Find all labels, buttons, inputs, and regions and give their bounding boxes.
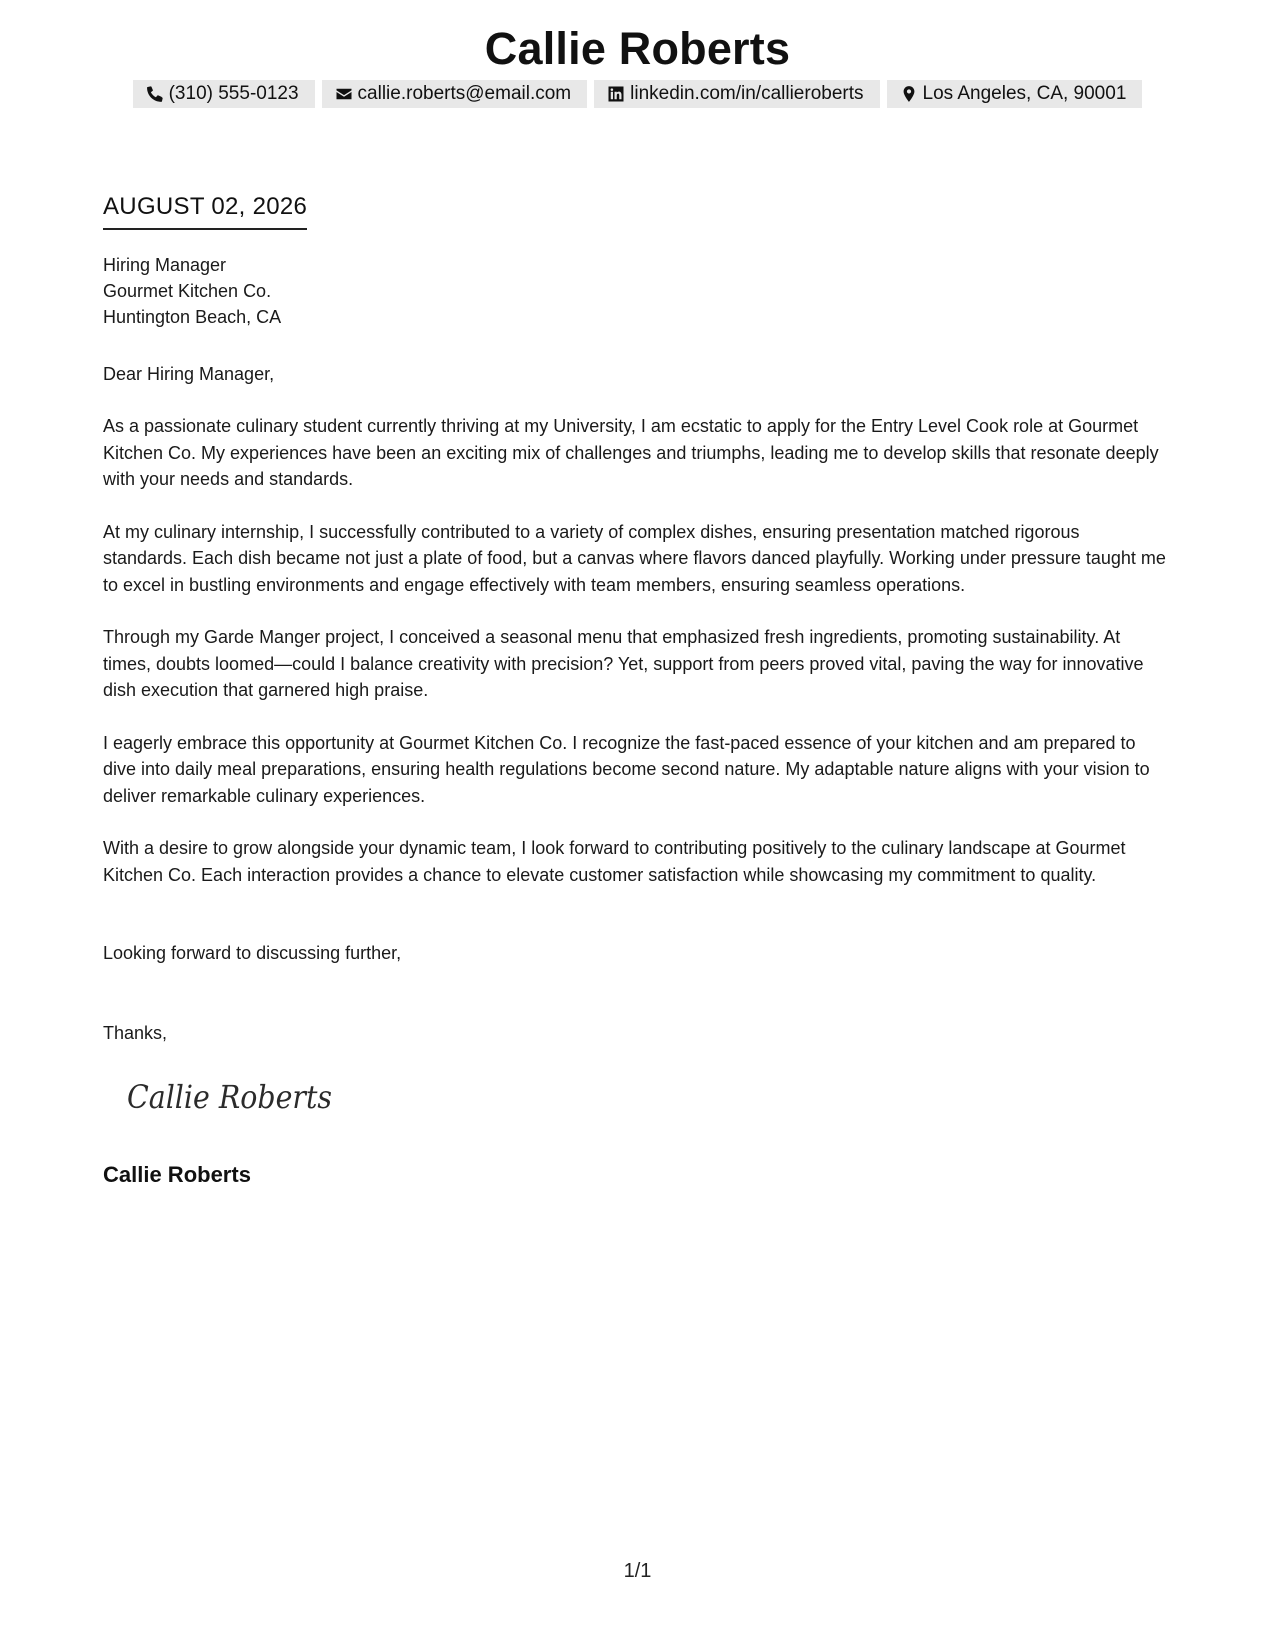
contact-info-row bbox=[0, 80, 1275, 108]
contact-linkedin bbox=[594, 80, 879, 108]
map-pin-icon bbox=[899, 84, 919, 104]
phone-icon bbox=[145, 84, 165, 104]
closing-line: Looking forward to discussing further, bbox=[103, 943, 402, 963]
handwritten-signature bbox=[125, 1072, 345, 1122]
body-paragraph: Through my Garde Manger project, I conceived a seasonal menu that emphasized fresh ingredients, promoting sustainability. At times, doubts loomed—could I balance creativity with precision? Yet, support from peers proved vital, paving the way for innovative dish execution that garnered high praise. bbox=[103, 627, 1144, 700]
envelope-icon bbox=[334, 84, 354, 104]
linkedin-text: linkedin.com/in/callieroberts bbox=[630, 83, 864, 104]
contact-location bbox=[887, 80, 1143, 108]
contact-phone bbox=[133, 80, 315, 108]
signature-text: Callie Roberts bbox=[127, 1078, 332, 1116]
page-number: 1/1 bbox=[623, 1560, 652, 1582]
applicant-name-header: Callie Roberts bbox=[484, 23, 791, 74]
email-text: callie.roberts@email.com bbox=[357, 83, 572, 104]
letter-date: AUGUST 02, 2026 bbox=[103, 192, 307, 230]
body-paragraph: As a passionate culinary student currently thriving at my University, I am ecstatic to apply for the Entry Level Cook role at Gourmet Kitchen Co. My experiences have been an exciting mix of challenges and triumphs, leading me to develop skills that resonate deeply with your needs and standards. bbox=[103, 416, 1159, 489]
recipient-block bbox=[103, 252, 281, 330]
letter-body bbox=[103, 413, 1168, 914]
body-paragraph: I eagerly embrace this opportunity at Gourmet Kitchen Co. I recognize the fast-paced essence of your kitchen and am prepared to dive into daily meal preparations, ensuring health regulations become second nature. My adaptable nature aligns with your vision to deliver remarkable culinary experiences. bbox=[103, 732, 1150, 806]
linkedin-icon bbox=[606, 84, 626, 104]
phone-text: (310) 555-0123 bbox=[168, 83, 299, 104]
body-paragraph: At my culinary internship, I successfully contributed to a variety of complex dishes, ensuring presentation matched rigorous standards. Each dish became not just a plate of food, but a canvas where flavors danced playfully. Working under pressure taught me to excel in bustling environments and engage effectively with team members, ensuring seamless operations. bbox=[103, 521, 1166, 595]
location-text: Los Angeles, CA, 90001 bbox=[922, 83, 1127, 104]
contact-email bbox=[322, 80, 588, 108]
signoff: Thanks, bbox=[103, 1023, 168, 1043]
signed-name: Callie Roberts bbox=[103, 1162, 251, 1187]
recipient-title: Hiring Manager bbox=[103, 255, 227, 275]
recipient-location: Huntington Beach, CA bbox=[103, 307, 282, 327]
salutation: Dear Hiring Manager, bbox=[103, 364, 275, 384]
body-paragraph: With a desire to grow alongside your dynamic team, I look forward to contributing positively to the culinary landscape at Gourmet Kitchen Co. Each interaction provides a chance to elevate customer satisfaction while showcasing my commitment to quality. bbox=[103, 838, 1126, 885]
recipient-company: Gourmet Kitchen Co. bbox=[103, 281, 272, 301]
